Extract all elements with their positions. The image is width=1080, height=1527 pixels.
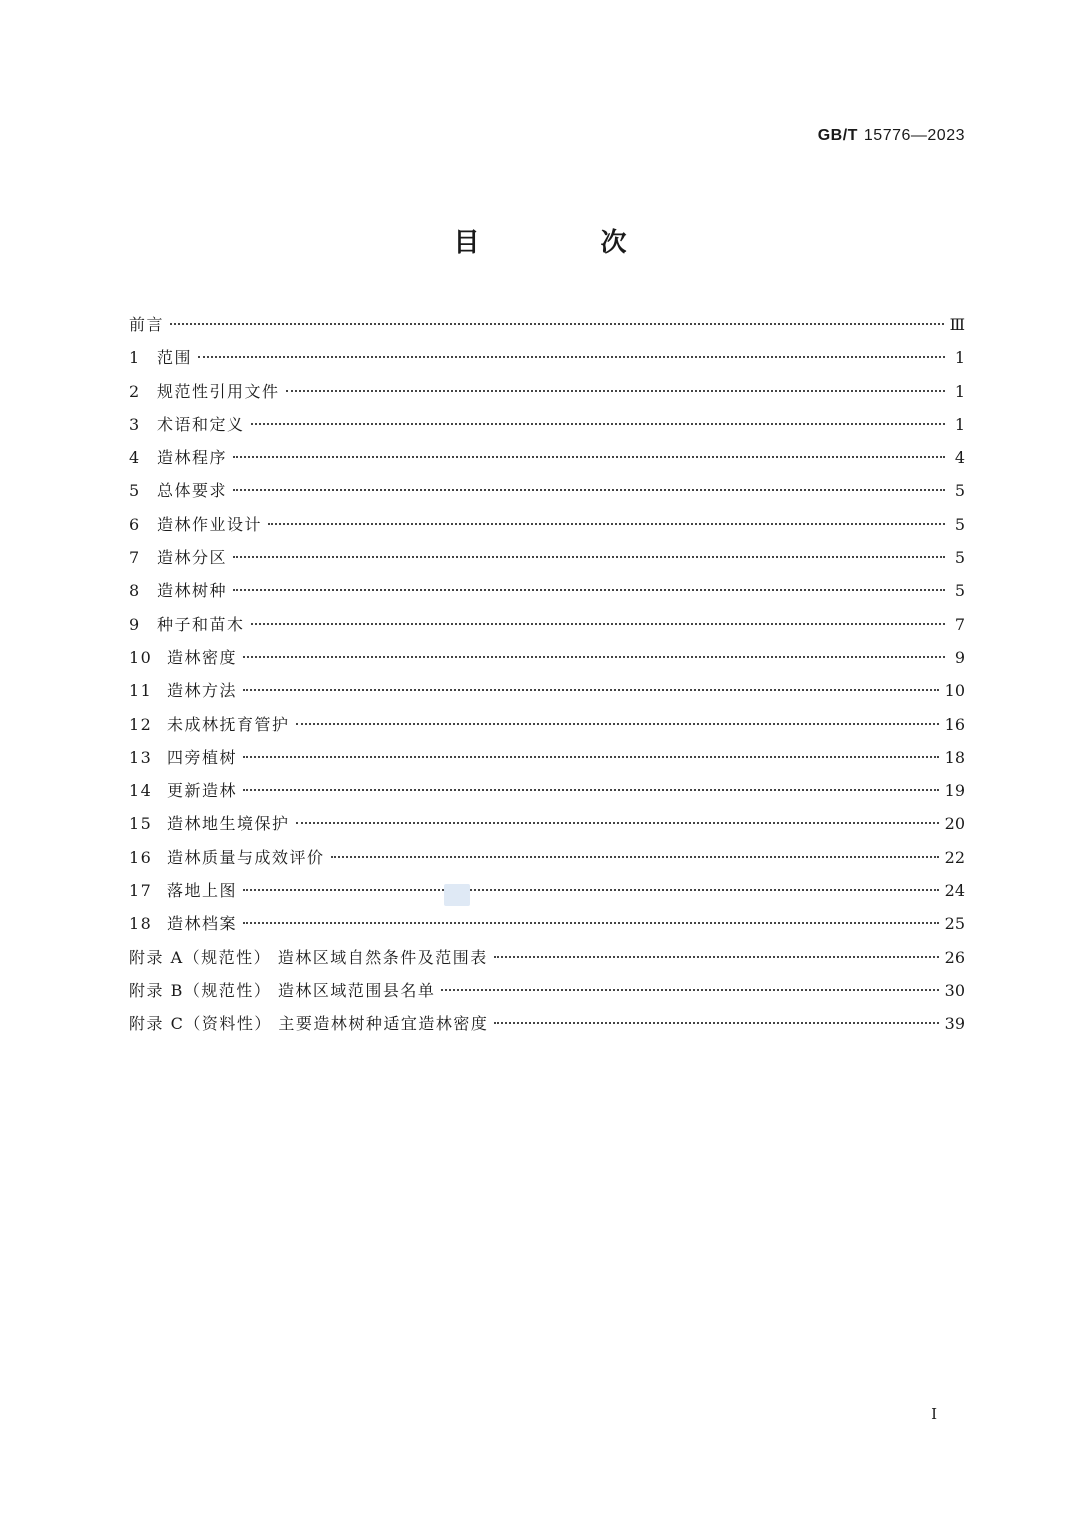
toc-entry[interactable] bbox=[129, 974, 965, 1007]
toc-entry[interactable] bbox=[129, 408, 965, 441]
toc-dot-leader bbox=[243, 889, 939, 891]
toc-entry-page: 5 bbox=[954, 581, 965, 601]
toc-entry-label-group bbox=[129, 474, 227, 507]
toc-entry-number: 1 bbox=[129, 348, 141, 368]
toc-entry[interactable] bbox=[129, 774, 965, 807]
toc-entry[interactable] bbox=[129, 341, 965, 374]
toc-entry-label-group bbox=[129, 807, 290, 840]
toc-entry-title: 造林方法 bbox=[167, 681, 238, 701]
toc-entry-label-group bbox=[129, 408, 245, 441]
toc-entry-number: 3 bbox=[129, 414, 141, 434]
toc-entry[interactable] bbox=[129, 674, 965, 707]
toc-dot-leader bbox=[494, 1022, 938, 1024]
toc-entry-title: 总体要求 bbox=[157, 481, 228, 501]
toc-entry-title: 造林作业设计 bbox=[157, 514, 263, 534]
toc-entry-number: 8 bbox=[129, 581, 141, 601]
toc-dot-leader bbox=[441, 989, 938, 991]
toc-entry[interactable] bbox=[129, 441, 965, 474]
toc-entry-number: 4 bbox=[129, 448, 141, 468]
toc-entry[interactable] bbox=[129, 841, 965, 874]
toc-entry-number: 9 bbox=[129, 614, 141, 634]
toc-entry[interactable] bbox=[129, 641, 965, 674]
toc-entry-title: 未成林抚育管护 bbox=[167, 714, 290, 734]
toc-entry-page: 5 bbox=[954, 514, 965, 534]
toc-entry-title: 造林分区 bbox=[157, 548, 228, 568]
toc-entry-number: 15 bbox=[129, 814, 153, 834]
toc-entry-label-group bbox=[129, 1007, 488, 1040]
toc-entry[interactable] bbox=[129, 508, 965, 541]
toc-entry-title: 更新造林 bbox=[167, 781, 238, 801]
toc-entry-page: 9 bbox=[954, 647, 965, 667]
toc-entry-page: 5 bbox=[954, 548, 965, 568]
toc-entry-label-group bbox=[129, 674, 237, 707]
toc-entry-page: 25 bbox=[944, 914, 965, 934]
toc-entry-label-group bbox=[129, 375, 280, 408]
toc-entry-number: 13 bbox=[129, 747, 153, 767]
toc-dot-leader bbox=[243, 689, 939, 691]
toc-entry-label-group bbox=[129, 774, 237, 807]
toc-entry[interactable] bbox=[129, 874, 965, 907]
toc-entry-number: 14 bbox=[129, 781, 153, 801]
toc-dot-leader bbox=[243, 922, 939, 924]
toc-entry-label-group bbox=[129, 841, 325, 874]
toc-entry-page: 16 bbox=[944, 714, 965, 734]
toc-dot-leader bbox=[243, 656, 945, 658]
toc-entry-title: 造林档案 bbox=[167, 914, 238, 934]
toc-entry-page: 4 bbox=[954, 448, 965, 468]
toc-dot-leader bbox=[233, 589, 945, 591]
toc-entry-title: 术语和定义 bbox=[157, 414, 245, 434]
toc-dot-leader bbox=[233, 556, 945, 558]
toc-entry-label-group bbox=[129, 574, 227, 607]
table-of-contents bbox=[129, 308, 965, 1041]
toc-entry-number: 17 bbox=[129, 881, 153, 901]
toc-entry-label-group bbox=[129, 641, 237, 674]
toc-entry-page: 30 bbox=[944, 980, 965, 1000]
toc-entry-number: 5 bbox=[129, 481, 141, 501]
toc-entry-title: 造林树种 bbox=[157, 581, 228, 601]
toc-entry-title: 规范性引用文件 bbox=[157, 381, 280, 401]
standard-prefix: GB/T bbox=[817, 127, 858, 144]
toc-dot-leader bbox=[243, 789, 939, 791]
toc-entry-label-group bbox=[129, 441, 227, 474]
toc-entry-number: 12 bbox=[129, 714, 153, 734]
toc-entry-title: 附录 B（规范性） 造林区域范围县名单 bbox=[129, 980, 436, 1000]
toc-entry[interactable] bbox=[129, 907, 965, 940]
toc-dot-leader bbox=[233, 489, 945, 491]
toc-entry-number: 18 bbox=[129, 914, 153, 934]
toc-entry-title: 附录 A（规范性） 造林区域自然条件及范围表 bbox=[129, 947, 488, 967]
toc-entry[interactable] bbox=[129, 375, 965, 408]
toc-dot-leader bbox=[268, 523, 945, 525]
toc-dot-leader bbox=[233, 456, 945, 458]
toc-entry-label-group bbox=[129, 308, 164, 341]
toc-entry[interactable] bbox=[129, 308, 965, 341]
toc-entry-label-group bbox=[129, 907, 237, 940]
standard-number: 15776—2023 bbox=[863, 127, 965, 144]
toc-entry[interactable] bbox=[129, 541, 965, 574]
toc-entry[interactable] bbox=[129, 1007, 965, 1040]
toc-dot-leader bbox=[296, 822, 939, 824]
toc-entry-label-group bbox=[129, 608, 245, 641]
toc-entry-title: 造林地生境保护 bbox=[167, 814, 290, 834]
toc-entry-title: 落地上图 bbox=[167, 881, 238, 901]
watermark-logo bbox=[444, 884, 470, 906]
toc-entry[interactable] bbox=[129, 807, 965, 840]
toc-entry-page: 22 bbox=[944, 847, 965, 867]
toc-dot-leader bbox=[331, 856, 939, 858]
toc-entry-title: 造林质量与成效评价 bbox=[167, 847, 325, 867]
toc-entry-number: 10 bbox=[129, 647, 153, 667]
page-number: I bbox=[931, 1405, 937, 1423]
toc-entry-label-group bbox=[129, 941, 488, 974]
toc-entry-page: 39 bbox=[944, 1014, 965, 1034]
page-title: 目 次 bbox=[453, 228, 683, 258]
toc-entry-label-group bbox=[129, 708, 290, 741]
toc-entry-label-group bbox=[129, 741, 237, 774]
toc-entry[interactable] bbox=[129, 608, 965, 641]
toc-entry-page: 7 bbox=[954, 614, 965, 634]
toc-entry-number: 2 bbox=[129, 381, 141, 401]
toc-dot-leader bbox=[243, 756, 939, 758]
toc-entry-title: 造林程序 bbox=[157, 448, 228, 468]
toc-dot-leader bbox=[198, 356, 945, 358]
toc-entry-title: 前言 bbox=[129, 315, 165, 334]
toc-entry-page: 18 bbox=[944, 747, 965, 767]
toc-entry-title: 四旁植树 bbox=[167, 747, 238, 767]
toc-entry-title: 范围 bbox=[157, 348, 193, 368]
toc-entry-title: 造林密度 bbox=[167, 647, 238, 667]
toc-entry-page: 1 bbox=[954, 381, 965, 401]
toc-dot-leader bbox=[251, 623, 945, 625]
toc-dot-leader bbox=[251, 423, 945, 425]
toc-entry-page: 24 bbox=[944, 881, 965, 901]
toc-entry-page: 1 bbox=[954, 348, 965, 368]
toc-entry-number: 7 bbox=[129, 548, 141, 568]
toc-entry-number: 16 bbox=[129, 847, 153, 867]
toc-dot-leader bbox=[170, 323, 944, 325]
toc-entry-title: 附录 C（资料性） 主要造林树种适宜造林密度 bbox=[129, 1014, 489, 1034]
toc-entry-page: 20 bbox=[944, 814, 965, 834]
toc-entry-label-group bbox=[129, 541, 227, 574]
toc-entry-label-group bbox=[129, 874, 237, 907]
toc-entry-label-group bbox=[129, 974, 435, 1007]
toc-entry[interactable] bbox=[129, 474, 965, 507]
toc-entry-label-group bbox=[129, 341, 192, 374]
toc-entry-page: Ⅲ bbox=[949, 315, 965, 334]
toc-entry-page: 10 bbox=[944, 681, 965, 701]
toc-entry-number: 6 bbox=[129, 514, 141, 534]
standard-code-header bbox=[818, 127, 965, 145]
toc-dot-leader bbox=[286, 390, 945, 392]
toc-entry-page: 5 bbox=[954, 481, 965, 501]
toc-entry-label-group bbox=[129, 508, 262, 541]
toc-entry-page: 26 bbox=[944, 947, 965, 967]
toc-entry[interactable] bbox=[129, 941, 965, 974]
toc-dot-leader bbox=[296, 723, 939, 725]
toc-entry-title: 种子和苗木 bbox=[157, 614, 245, 634]
toc-entry-page: 1 bbox=[954, 414, 965, 434]
toc-entry-number: 11 bbox=[129, 681, 153, 701]
toc-entry[interactable] bbox=[129, 574, 965, 607]
toc-dot-leader bbox=[494, 956, 939, 958]
toc-entry[interactable] bbox=[129, 708, 965, 741]
toc-entry-page: 19 bbox=[944, 781, 965, 801]
toc-entry[interactable] bbox=[129, 741, 965, 774]
